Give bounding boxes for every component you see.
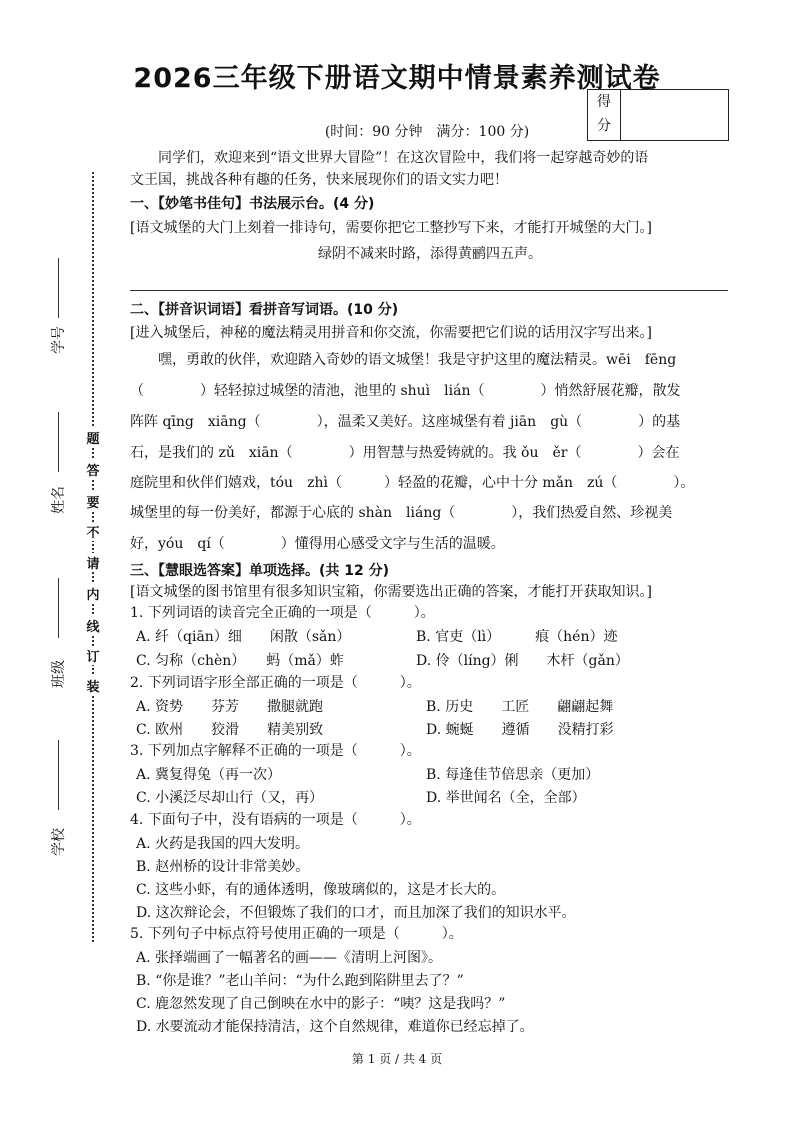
pinyin-line: 城堡里的每一份美好，都源于心底的 shàn liáng（ ），我们热爱自然、珍视美 — [130, 505, 673, 521]
exam-subtitle: (时间：90 分钟 满分：100 分) — [324, 124, 530, 140]
q1-option-d: D. 伶（líng）俐 木杆（gǎn） — [416, 653, 629, 669]
section-2-heading: 二、【拼音识词语】看拼音写词语。(10 分) — [130, 302, 399, 318]
intro-line: 同学们，欢迎来到“语文世界大冒险”！在这次冒险中，我们将一起穿越奇妙的语 — [158, 150, 649, 166]
question-2-stem: 2. 下列词语字形全部正确的一项是（ ）。 — [130, 675, 421, 691]
question-4-stem: 4. 下面句子中，没有语病的一项是（ ）。 — [130, 812, 421, 828]
q5-option-c: C. 鹿忽然发现了自己倒映在水中的影子：“咦？这是我吗？” — [136, 996, 506, 1012]
section-1-note: [语文城堡的大门上刻着一排诗句，需要你把它工整抄写下来，才能打开城堡的大门。] — [130, 220, 652, 236]
q2-option-c: C. 欧州 狡滑 精美别致 — [136, 722, 324, 738]
seal-char: 请 — [86, 553, 100, 572]
q4-option-d: D. 这次辩论会，不但锻炼了我们的口才，而且加深了我们的知识水平。 — [136, 905, 576, 921]
seal-char: 订 — [86, 646, 100, 665]
pinyin-line: （ ）轻轻掠过城堡的清池，池里的 shuì lián（ ）悄然舒展花瓣，散发 — [130, 383, 681, 399]
class-line — [58, 578, 59, 638]
school-label: 学校 — [51, 828, 67, 856]
question-1-stem: 1. 下列词语的读音完全正确的一项是（ ）。 — [130, 605, 435, 621]
q3-option-a: A. 冀复得兔（再一次） — [136, 767, 282, 783]
seal-char: 装 — [86, 676, 100, 695]
question-3-stem: 3. 下列加点字解释不正确的一项是（ ）。 — [130, 743, 421, 759]
seal-char: 线 — [86, 616, 100, 635]
q5-option-b: B. “你是谁？”老山羊问：“为什么跑到陷阱里去了？” — [136, 973, 464, 989]
name-label: 姓名 — [51, 486, 67, 514]
section-3-note: [语文城堡的图书馆里有很多知识宝箱，你需要选出正确的答案，才能打开获取知识。] — [130, 584, 652, 600]
pinyin-line: 石，是我们的 zǔ xiān（ ）用智慧与热爱铸就的。我 ǒu ěr（ ）会在 — [130, 445, 680, 461]
pinyin-line: 好，yóu qí（ ）懂得用心感受文字与生活的温暖。 — [130, 536, 505, 552]
q5-option-d: D. 水要流动才能保持清洁，这个自然规律，难道你已经忘掉了。 — [136, 1019, 534, 1035]
name-line — [58, 412, 59, 472]
class-label: 班级 — [51, 660, 67, 688]
q2-option-d: D. 蜿蜒 遵循 没精打彩 — [426, 722, 614, 738]
score-label: 得 分 — [588, 90, 621, 140]
q3-option-b: B. 每逢佳节倍思亲（更加） — [426, 767, 600, 783]
q3-option-d: D. 举世闻名（全，全部） — [426, 790, 586, 806]
q2-option-b: B. 历史 工匠 翩翩起舞 — [426, 699, 614, 715]
seal-char: 答 — [86, 460, 100, 479]
seal-char: 不 — [86, 522, 100, 541]
q3-option-c: C. 小溪泛尽却山行（又，再） — [136, 790, 324, 806]
q4-option-a: A. 火药是我国的四大发明。 — [136, 836, 310, 852]
seal-char: 要 — [86, 492, 100, 511]
section-2-note: [进入城堡后，神秘的魔法精灵用拼音和你交流，你需要把它们说的话用汉字写出来。] — [130, 325, 652, 341]
q2-option-a: A. 资势 芬芳 撒腿就跑 — [136, 699, 324, 715]
pinyin-line: 庭院里和伙伴们嬉戏，tóu zhì（ ）轻盈的花瓣，心中十分 mǎn zú（ ）。 — [130, 475, 695, 491]
page-footer: 第 1 页 / 共 4 页 — [351, 1052, 443, 1066]
student-id-line — [58, 258, 59, 318]
q1-option-b: B. 官吏（lì） 痕（hén）迹 — [416, 629, 618, 645]
q4-option-b: B. 赵州桥的设计非常美妙。 — [136, 859, 310, 875]
school-line — [58, 740, 59, 810]
exam-title: 2026三年级下册语文期中情景素养测试卷 — [133, 63, 661, 94]
student-id-label: 学号 — [51, 326, 67, 354]
q1-option-c: C. 匀称（chèn） 蚂（mǎ）蚱 — [136, 653, 344, 669]
seal-char: 题 — [86, 428, 100, 447]
q1-option-a: A. 纤（qiān）细 闲散（sǎn） — [136, 629, 351, 645]
q5-option-a: A. 张择端画了一幅著名的画——《清明上河图》。 — [136, 950, 443, 966]
writing-line — [130, 290, 728, 291]
intro-line: 文王国，挑战各种有趣的任务，快来展现你们的语文实力吧！ — [130, 172, 508, 188]
section-1-poem: 绿阴不减来时路，添得黄鹂四五声。 — [318, 246, 542, 262]
question-5-stem: 5. 下列句子中标点符号使用正确的一项是（ ）。 — [130, 926, 463, 942]
pinyin-line: 阵阵 qīng xiāng（ ），温柔又美好。这座城堡有着 jiān gù（ ）的基 — [130, 414, 681, 430]
pinyin-line: 嘿，勇敢的伙伴，欢迎踏入奇妙的语文城堡！我是守护这里的魔法精灵。wēi fēng — [130, 352, 677, 368]
seal-char: 内 — [86, 584, 100, 603]
section-3-heading: 三、【慧眼选答案】单项选择。(共 12 分) — [130, 563, 390, 579]
section-1-heading: 一、【妙笔书佳句】书法展示台。(4 分) — [130, 196, 375, 212]
q4-option-c: C. 这些小虾，有的通体透明，像玻璃似的，这是才长大的。 — [136, 882, 506, 898]
